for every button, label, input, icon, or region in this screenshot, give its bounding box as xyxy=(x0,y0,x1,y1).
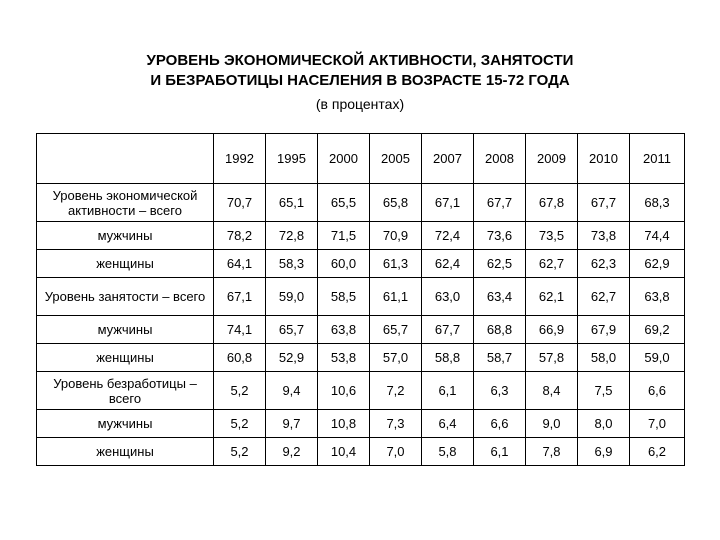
value-cell: 73,8 xyxy=(578,222,630,250)
table-row xyxy=(37,316,685,344)
year-header-cell: 2011 xyxy=(630,134,685,184)
value-cell: 65,1 xyxy=(266,184,318,222)
row-label: женщины xyxy=(37,250,214,278)
year-header-cell: 2007 xyxy=(422,134,474,184)
value-cell: 7,3 xyxy=(370,410,422,438)
value-cell: 68,3 xyxy=(630,184,685,222)
value-cell: 9,0 xyxy=(526,410,578,438)
value-cell: 7,0 xyxy=(630,410,685,438)
year-header-cell: 2010 xyxy=(578,134,630,184)
year-header-cell: 2009 xyxy=(526,134,578,184)
value-cell: 67,7 xyxy=(578,184,630,222)
table-row xyxy=(37,184,685,222)
value-cell: 63,4 xyxy=(474,278,526,316)
title-line-2: И БЕЗРАБОТИЦЫ НАСЕЛЕНИЯ В ВОЗРАСТЕ 15-72 ГОДА xyxy=(150,72,570,89)
value-cell: 67,7 xyxy=(422,316,474,344)
value-cell: 60,0 xyxy=(318,250,370,278)
value-cell: 10,4 xyxy=(318,438,370,466)
value-cell: 58,3 xyxy=(266,250,318,278)
value-cell: 65,7 xyxy=(370,316,422,344)
value-cell: 5,2 xyxy=(214,372,266,410)
value-cell: 58,5 xyxy=(318,278,370,316)
year-header-cell: 2008 xyxy=(474,134,526,184)
value-cell: 6,1 xyxy=(422,372,474,410)
statistics-table xyxy=(36,133,685,466)
value-cell: 67,9 xyxy=(578,316,630,344)
value-cell: 63,8 xyxy=(318,316,370,344)
value-cell: 62,7 xyxy=(526,250,578,278)
value-cell: 6,9 xyxy=(578,438,630,466)
value-cell: 67,1 xyxy=(214,278,266,316)
value-cell: 59,0 xyxy=(630,344,685,372)
table-row xyxy=(37,250,685,278)
value-cell: 7,2 xyxy=(370,372,422,410)
value-cell: 7,5 xyxy=(578,372,630,410)
value-cell: 70,9 xyxy=(370,222,422,250)
row-label: женщины xyxy=(37,344,214,372)
value-cell: 5,2 xyxy=(214,410,266,438)
value-cell: 5,8 xyxy=(422,438,474,466)
table-row xyxy=(37,278,685,316)
table-row xyxy=(37,372,685,410)
value-cell: 6,6 xyxy=(474,410,526,438)
value-cell: 74,1 xyxy=(214,316,266,344)
value-cell: 58,0 xyxy=(578,344,630,372)
value-cell: 9,4 xyxy=(266,372,318,410)
row-label: мужчины xyxy=(37,222,214,250)
table-row xyxy=(37,410,685,438)
value-cell: 62,5 xyxy=(474,250,526,278)
table-subtitle: (в процентах) xyxy=(315,96,405,112)
value-cell: 62,3 xyxy=(578,250,630,278)
value-cell: 5,2 xyxy=(214,438,266,466)
header-corner-cell xyxy=(37,134,214,184)
value-cell: 62,4 xyxy=(422,250,474,278)
value-cell: 71,5 xyxy=(318,222,370,250)
table-row xyxy=(37,222,685,250)
value-cell: 57,0 xyxy=(370,344,422,372)
value-cell: 6,2 xyxy=(630,438,685,466)
value-cell: 64,1 xyxy=(214,250,266,278)
value-cell: 62,9 xyxy=(630,250,685,278)
value-cell: 63,8 xyxy=(630,278,685,316)
year-header-cell: 2000 xyxy=(318,134,370,184)
value-cell: 60,8 xyxy=(214,344,266,372)
value-cell: 6,3 xyxy=(474,372,526,410)
table-row xyxy=(37,438,685,466)
value-cell: 72,4 xyxy=(422,222,474,250)
title-line-1: УРОВЕНЬ ЭКОНОМИЧЕСКОЙ АКТИВНОСТИ, ЗАНЯТОСТИ xyxy=(146,52,574,69)
value-cell: 62,1 xyxy=(526,278,578,316)
value-cell: 65,7 xyxy=(266,316,318,344)
value-cell: 10,6 xyxy=(318,372,370,410)
value-cell: 6,1 xyxy=(474,438,526,466)
value-cell: 58,8 xyxy=(422,344,474,372)
value-cell: 58,7 xyxy=(474,344,526,372)
value-cell: 69,2 xyxy=(630,316,685,344)
value-cell: 70,7 xyxy=(214,184,266,222)
value-cell: 6,6 xyxy=(630,372,685,410)
row-label: мужчины xyxy=(37,410,214,438)
value-cell: 52,9 xyxy=(266,344,318,372)
value-cell: 8,0 xyxy=(578,410,630,438)
value-cell: 65,5 xyxy=(318,184,370,222)
value-cell: 53,8 xyxy=(318,344,370,372)
header-row xyxy=(37,134,685,184)
value-cell: 67,7 xyxy=(474,184,526,222)
value-cell: 65,8 xyxy=(370,184,422,222)
value-cell: 6,4 xyxy=(422,410,474,438)
value-cell: 66,9 xyxy=(526,316,578,344)
value-cell: 78,2 xyxy=(214,222,266,250)
value-cell: 10,8 xyxy=(318,410,370,438)
year-header-cell: 2005 xyxy=(370,134,422,184)
table-title xyxy=(0,51,720,91)
value-cell: 72,8 xyxy=(266,222,318,250)
year-header-cell: 1995 xyxy=(266,134,318,184)
value-cell: 63,0 xyxy=(422,278,474,316)
row-label: мужчины xyxy=(37,316,214,344)
value-cell: 73,6 xyxy=(474,222,526,250)
value-cell: 62,7 xyxy=(578,278,630,316)
value-cell: 67,1 xyxy=(422,184,474,222)
value-cell: 7,8 xyxy=(526,438,578,466)
value-cell: 8,4 xyxy=(526,372,578,410)
value-cell: 68,8 xyxy=(474,316,526,344)
year-header-cell: 1992 xyxy=(214,134,266,184)
row-label: женщины xyxy=(37,438,214,466)
value-cell: 67,8 xyxy=(526,184,578,222)
row-label: Уровень занятости – всего xyxy=(37,278,214,316)
row-label: Уровень экономической активности – всего xyxy=(37,184,214,222)
value-cell: 74,4 xyxy=(630,222,685,250)
value-cell: 61,3 xyxy=(370,250,422,278)
row-label: Уровень безработицы – всего xyxy=(37,372,214,410)
value-cell: 73,5 xyxy=(526,222,578,250)
value-cell: 7,0 xyxy=(370,438,422,466)
value-cell: 59,0 xyxy=(266,278,318,316)
value-cell: 57,8 xyxy=(526,344,578,372)
value-cell: 9,7 xyxy=(266,410,318,438)
table-row xyxy=(37,344,685,372)
value-cell: 9,2 xyxy=(266,438,318,466)
value-cell: 61,1 xyxy=(370,278,422,316)
